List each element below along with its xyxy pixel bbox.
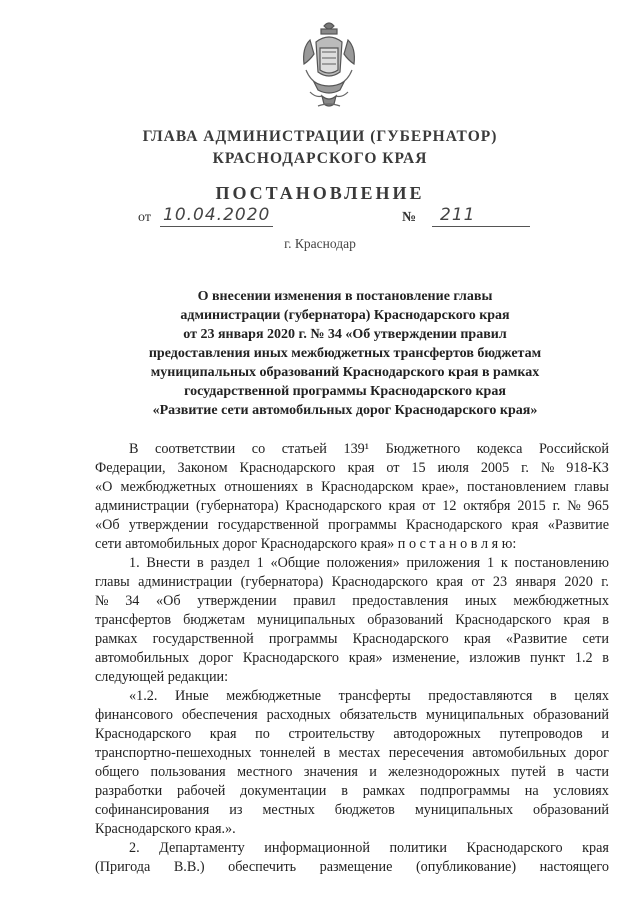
body-word: муниципальных bbox=[425, 707, 525, 723]
body-word: 2015 bbox=[517, 498, 546, 514]
body-word: изменение, bbox=[392, 650, 460, 666]
body-line bbox=[95, 839, 609, 858]
coat-of-arms-emblem bbox=[296, 20, 362, 112]
document-type-title: ПОСТАНОВЛЕНИЕ bbox=[215, 183, 425, 203]
body-word: Краснодарского bbox=[466, 840, 563, 856]
body-word: № bbox=[95, 593, 109, 609]
body-line bbox=[95, 801, 609, 820]
body-word: автомобильных bbox=[472, 745, 567, 761]
body-word: программы bbox=[268, 631, 338, 647]
body-word: края bbox=[388, 498, 416, 514]
body-word: от bbox=[386, 460, 400, 476]
body-line bbox=[95, 554, 609, 573]
body-word: «Развитие bbox=[547, 517, 609, 533]
body-word: 23 bbox=[492, 574, 508, 590]
body-word: 918-КЗ bbox=[566, 460, 609, 476]
body-word: администрации bbox=[138, 574, 233, 590]
body-word: от bbox=[471, 574, 485, 590]
body-word: по bbox=[255, 726, 270, 742]
body-word: предоставления bbox=[352, 593, 449, 609]
body-word: края bbox=[563, 612, 591, 628]
subject-line: «Развитие сети автомобильных дорог Краснодарского края» bbox=[152, 403, 538, 418]
body-word: Федерации, bbox=[95, 460, 166, 476]
body-word: в bbox=[550, 688, 557, 704]
body-word: края bbox=[582, 840, 609, 856]
subject-line: предоставления иных межбюджетных трансфертов бюджетам bbox=[148, 346, 542, 361]
body-word: г. bbox=[521, 460, 529, 476]
body-word: муниципальных bbox=[414, 802, 514, 818]
body-line bbox=[95, 573, 609, 592]
body-word: политики bbox=[389, 840, 447, 856]
body-word: межбюджетных bbox=[513, 593, 609, 609]
body-word: изложив bbox=[469, 650, 521, 666]
body-word: Краснодарского bbox=[242, 650, 340, 666]
body-word: «О bbox=[95, 479, 113, 495]
body-word: № bbox=[540, 460, 555, 476]
body-word: 1 bbox=[256, 555, 264, 571]
date-value-handwritten: 10.04.2020 bbox=[163, 205, 271, 225]
body-word: января bbox=[515, 574, 557, 590]
body-word: условиях bbox=[553, 783, 609, 799]
body-word: межбюджетных bbox=[120, 479, 217, 495]
body-word: «Общие bbox=[270, 555, 320, 571]
body-word: предоставляются bbox=[428, 688, 533, 704]
body-word: края bbox=[511, 517, 539, 533]
body-word: отношениях bbox=[224, 479, 299, 495]
body-line bbox=[95, 535, 609, 554]
body-word: статьей bbox=[281, 441, 327, 457]
body-word: Краснодарского bbox=[95, 726, 192, 742]
number-value-handwritten: 211 bbox=[440, 205, 476, 225]
body-word: рамках bbox=[95, 631, 138, 647]
body-word: и bbox=[601, 726, 609, 742]
body-word: «Развитие bbox=[505, 631, 568, 647]
body-word: 2005 bbox=[480, 460, 510, 476]
body-word: 139¹ bbox=[343, 441, 370, 457]
body-word: 1 bbox=[486, 555, 495, 571]
body-word: г. bbox=[601, 574, 609, 590]
body-line-text: следующей редакции: bbox=[95, 669, 229, 685]
resolution-body bbox=[95, 440, 609, 877]
body-word: положения» bbox=[326, 555, 400, 571]
subject-line: О внесении изменения в постановление главы bbox=[197, 289, 493, 304]
body-word: трансферты bbox=[338, 688, 411, 704]
body-word: Бюджетного bbox=[385, 441, 461, 457]
body-line bbox=[95, 497, 609, 516]
body-word: местных bbox=[262, 802, 315, 818]
body-word: Краснодарского bbox=[406, 517, 503, 533]
body-line bbox=[95, 592, 609, 611]
body-word: утверждении bbox=[197, 593, 277, 609]
authority-title-line2: КРАСНОДАРСКОГО КРАЯ bbox=[212, 150, 428, 167]
body-word: тоннелей bbox=[259, 745, 316, 761]
body-word: в bbox=[602, 650, 609, 666]
body-word: рабочей bbox=[177, 783, 226, 799]
body-word: «Об bbox=[95, 517, 120, 533]
body-word: 2020 bbox=[564, 574, 593, 590]
body-line bbox=[95, 744, 609, 763]
body-word: дорог bbox=[198, 650, 234, 666]
body-word: Краснодарского bbox=[455, 612, 552, 628]
body-line bbox=[95, 516, 609, 535]
body-word: кодекса bbox=[476, 441, 523, 457]
body-word: государственной bbox=[152, 631, 254, 647]
body-word: образований bbox=[367, 612, 444, 628]
body-word: межбюджетные bbox=[226, 688, 322, 704]
subject-line: государственной программы Краснодарского края bbox=[184, 384, 506, 399]
body-word: главы bbox=[574, 479, 609, 495]
body-word: в bbox=[341, 783, 348, 799]
body-word: образований bbox=[533, 707, 609, 723]
body-word: (Пригода bbox=[95, 859, 151, 875]
body-word: части bbox=[575, 764, 609, 780]
body-line bbox=[95, 630, 609, 649]
body-word: строительству bbox=[288, 726, 375, 742]
body-word: программы bbox=[328, 517, 397, 533]
body-word: местах bbox=[338, 745, 381, 761]
body-word: Внести bbox=[146, 555, 191, 571]
body-word: информационной bbox=[264, 840, 370, 856]
body-word: бюджетам bbox=[183, 612, 245, 628]
body-word: № bbox=[567, 498, 581, 514]
body-word: Краснодарского bbox=[239, 460, 336, 476]
subject-line: муниципальных образований Краснодарского края в рамках bbox=[150, 365, 540, 380]
body-word: финансового bbox=[95, 707, 173, 723]
body-word: постановлению bbox=[514, 555, 609, 571]
city-label: г. Краснодар bbox=[284, 236, 356, 251]
body-line-text: сети автомобильных дорог Краснодарского края» п о с т а н о в л я ю: bbox=[95, 536, 517, 552]
body-word: трансфертов bbox=[95, 612, 172, 628]
body-word: края» bbox=[348, 650, 383, 666]
body-word: г. bbox=[552, 498, 561, 514]
body-line bbox=[95, 687, 609, 706]
body-word: соответствии bbox=[155, 441, 236, 457]
body-word: в bbox=[323, 745, 331, 761]
body-word: из bbox=[229, 802, 243, 818]
body-word: Иные bbox=[175, 688, 209, 704]
body-word: образований bbox=[533, 802, 609, 818]
body-word: путепроводов bbox=[499, 726, 583, 742]
authority-title-line1: ГЛАВА АДМИНИСТРАЦИИ (ГУБЕРНАТОР) bbox=[142, 128, 498, 145]
date-label: от bbox=[138, 210, 151, 225]
body-word: края bbox=[347, 460, 375, 476]
body-word: к bbox=[500, 555, 508, 571]
body-word: в bbox=[306, 479, 313, 495]
subject-line: от 23 января 2020 г. № 34 «Об утверждении правил bbox=[183, 327, 507, 342]
resolution-subject bbox=[110, 287, 580, 420]
body-word: Законом bbox=[177, 460, 228, 476]
body-word: со bbox=[251, 441, 266, 457]
body-word: дорог bbox=[574, 745, 609, 761]
body-word: (губернатора) bbox=[196, 498, 279, 514]
subject-line: администрации (губернатора) Краснодарского края bbox=[180, 308, 510, 323]
body-line-text: Краснодарского края.». bbox=[95, 821, 236, 837]
body-word: софинансирования bbox=[95, 802, 210, 818]
body-word: на bbox=[524, 783, 539, 799]
body-word: от bbox=[422, 498, 436, 514]
body-word: Департаменту bbox=[159, 840, 245, 856]
body-line bbox=[95, 820, 609, 839]
body-word: (опубликование) bbox=[415, 859, 517, 875]
body-word: целях bbox=[574, 688, 609, 704]
body-word: июля bbox=[437, 460, 469, 476]
body-word: 15 bbox=[411, 460, 426, 476]
body-word: 965 bbox=[587, 498, 609, 514]
body-word: приложения bbox=[406, 555, 481, 571]
body-word: транспортно-пешеходных bbox=[95, 745, 252, 761]
body-word: бюджетов bbox=[334, 802, 395, 818]
body-word: в bbox=[557, 764, 565, 780]
body-word: 1. bbox=[129, 555, 140, 571]
body-line bbox=[95, 725, 609, 744]
body-word: Краснодарском bbox=[321, 479, 414, 495]
body-word: (губернатора) bbox=[240, 574, 324, 590]
body-word: государственной bbox=[217, 517, 319, 533]
body-line bbox=[95, 782, 609, 801]
body-word: путей bbox=[511, 764, 546, 780]
body-word: Краснодарского bbox=[331, 574, 428, 590]
body-line bbox=[95, 649, 609, 668]
body-word: администрации bbox=[95, 498, 190, 514]
body-line bbox=[95, 858, 609, 877]
body-word: и bbox=[369, 764, 377, 780]
body-word: размещение bbox=[319, 859, 393, 875]
body-word: В bbox=[129, 441, 139, 457]
body-word: постановлением bbox=[467, 479, 567, 495]
body-word: сети bbox=[582, 631, 609, 647]
body-word: пункт bbox=[530, 650, 566, 666]
body-word: 12 bbox=[442, 498, 457, 514]
body-word: 1.2 bbox=[574, 650, 593, 666]
body-word: общего bbox=[95, 764, 140, 780]
body-word: обеспечения bbox=[181, 707, 258, 723]
body-word: «1.2. bbox=[129, 688, 158, 704]
body-word: местного bbox=[237, 764, 293, 780]
body-word: значения bbox=[303, 764, 358, 780]
body-word: В.В.) bbox=[173, 859, 205, 875]
body-line bbox=[95, 611, 609, 630]
body-word: автодорожных bbox=[393, 726, 481, 742]
body-word: Краснодарского bbox=[285, 498, 382, 514]
body-word: железнодорожных bbox=[388, 764, 500, 780]
body-word: 2. bbox=[129, 840, 140, 856]
body-word: автомобильных bbox=[95, 650, 190, 666]
body-word: крае», bbox=[421, 479, 459, 495]
body-word: утверждении bbox=[128, 517, 209, 533]
body-line bbox=[95, 763, 609, 782]
body-word: 34 bbox=[125, 593, 140, 609]
body-word: подпрограммы bbox=[419, 783, 510, 799]
body-word: пересечения bbox=[388, 745, 464, 761]
body-line bbox=[95, 459, 609, 478]
body-line bbox=[95, 478, 609, 497]
body-word: пользования bbox=[150, 764, 226, 780]
body-word: Российской bbox=[539, 441, 609, 457]
body-word: настоящего bbox=[539, 859, 609, 875]
body-word: обязательств bbox=[339, 707, 417, 723]
body-word: края bbox=[436, 574, 464, 590]
body-word: рамках bbox=[362, 783, 406, 799]
body-word: «Об bbox=[156, 593, 181, 609]
body-word: края bbox=[209, 726, 237, 742]
number-label: № bbox=[402, 210, 417, 225]
body-word: иных bbox=[464, 593, 497, 609]
body-word: муниципальных bbox=[256, 612, 356, 628]
body-word: края bbox=[463, 631, 491, 647]
body-word: октября bbox=[463, 498, 511, 514]
body-word: Краснодарского bbox=[352, 631, 449, 647]
body-word: разработки bbox=[95, 783, 163, 799]
body-line bbox=[95, 706, 609, 725]
body-word: раздел bbox=[210, 555, 250, 571]
body-word: в bbox=[197, 555, 204, 571]
body-word: главы bbox=[95, 574, 130, 590]
number-underline bbox=[432, 226, 530, 227]
date-underline bbox=[160, 226, 273, 227]
body-line bbox=[95, 668, 609, 687]
body-line bbox=[95, 440, 609, 459]
body-word: обеспечить bbox=[228, 859, 297, 875]
body-word: в bbox=[602, 612, 609, 628]
body-word: правил bbox=[293, 593, 336, 609]
body-word: расходных bbox=[266, 707, 331, 723]
body-word: документации bbox=[240, 783, 327, 799]
